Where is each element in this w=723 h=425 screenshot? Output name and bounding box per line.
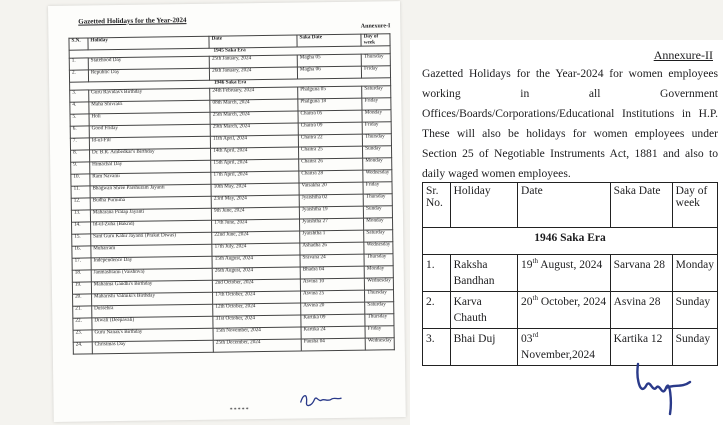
- row-date: 11th April, 2024: [211, 135, 299, 148]
- date-rest: November,2024: [521, 349, 595, 361]
- row-holiday: Statehood Day: [88, 56, 209, 70]
- row-date: 10th May, 2024: [211, 183, 299, 196]
- row-saka: Jyaishtha 19: [299, 206, 363, 219]
- row-sn: 21.: [73, 306, 92, 318]
- row-sn: 18.: [72, 270, 91, 282]
- row-saka: Bhadra 04: [300, 266, 364, 279]
- row-holiday: Diwali (Deepavali): [92, 316, 213, 330]
- date-suffix: rd: [532, 331, 539, 340]
- era-label: 1946 Saka Era: [70, 78, 391, 90]
- row-saka: Pausha 04: [301, 338, 365, 351]
- row-date: 12th October, 2024: [213, 303, 301, 316]
- row-day: Thursday: [364, 254, 393, 266]
- row-holiday: Raksha Bandhan: [450, 255, 517, 292]
- row-sn: 1.: [423, 255, 451, 292]
- row-date: 17th April, 2024: [211, 171, 299, 184]
- row-holiday: Dr. B.R. Ambedkar's Birthday: [89, 148, 210, 162]
- row-date: [518, 292, 611, 329]
- row-sn: 15.: [72, 234, 91, 246]
- row-sn: 10.: [71, 174, 90, 186]
- row-holiday: Maharana Pratap Jayanti: [90, 208, 211, 222]
- row-saka: Asvina 28: [610, 292, 672, 329]
- row-date: 15th August, 2024: [212, 255, 300, 268]
- row-date: 15th November, 2024: [213, 327, 301, 340]
- annexure-1-page: [48, 1, 406, 422]
- row-holiday: Janmashtami (Vaishnva): [91, 268, 212, 282]
- row-holiday: Guru Ravidas's Birthday: [89, 88, 210, 102]
- row-saka: Jyaishtha 02: [299, 194, 363, 207]
- row-holiday: Id-ul-Fitr: [89, 136, 210, 150]
- row-sn: 22.: [73, 318, 92, 330]
- annexure-2-paragraph: Gazetted Holidays for the Year-2024 for women employees working in all Government Offices/Boards/Corporations/Educational Institutions in H.P. These will also be holidays for women employees under Section 25 of Negotiable Instruments Act, 1881 and also to daily waged women employees.: [422, 67, 718, 180]
- row-day: Monday: [364, 266, 393, 278]
- date-suffix: th: [532, 294, 538, 303]
- row-sn: 3.: [70, 90, 89, 102]
- table-header-row: [423, 183, 718, 228]
- date-day: 03: [521, 333, 533, 345]
- row-date: 22nd June, 2024: [212, 231, 300, 244]
- row-day: Thursday: [365, 290, 394, 302]
- row-date: 26th August, 2024: [212, 267, 300, 280]
- row-holiday: Good Friday: [89, 124, 210, 138]
- row-day: Thursday: [363, 194, 392, 206]
- row-day: Saturday: [362, 86, 391, 98]
- annexure-1-table: [68, 33, 394, 355]
- header-holiday: Holiday: [450, 183, 517, 228]
- row-saka: Phalguna 18: [298, 98, 362, 111]
- row-saka: Jyaishtha 27: [299, 218, 363, 231]
- annexure-2-table: [422, 182, 718, 366]
- row-holiday: Bhagwan Shree Parshuram Jayanti: [90, 184, 211, 198]
- row-date: 08th March, 2024: [210, 99, 298, 112]
- row-date: [518, 329, 611, 366]
- header-date: Date: [209, 35, 297, 48]
- row-saka: Phalguna 05: [298, 86, 362, 99]
- row-sn: 9.: [71, 162, 90, 174]
- row-sn: 14.: [72, 222, 91, 234]
- row-date: 25th January, 2024: [209, 55, 297, 68]
- row-day: Saturday: [364, 230, 393, 242]
- row-saka: Asvina 10: [300, 278, 364, 291]
- row-saka: Chaitra 26: [299, 158, 363, 171]
- row-sn: 5.: [70, 114, 89, 126]
- row-sn: 4.: [70, 102, 89, 114]
- row-day: Saturday: [365, 302, 394, 314]
- row-holiday: Maha Shivratri: [89, 100, 210, 114]
- row-day: Friday: [365, 326, 394, 338]
- annexure-1-body: [69, 46, 394, 354]
- row-holiday: Bhai Duj: [450, 329, 517, 366]
- row-holiday: Budha Purnima: [90, 196, 211, 210]
- date-rest: August, 2024: [537, 259, 603, 271]
- row-date: [518, 255, 611, 292]
- row-holiday: Guru Nanak's Birthday: [92, 328, 213, 342]
- era-label: 1945 Saka Era: [69, 46, 390, 58]
- row-sn: 19.: [72, 282, 91, 294]
- row-sn: 16.: [72, 246, 91, 258]
- row-day: Wednesday: [365, 278, 394, 290]
- header-day: Day of week: [361, 34, 390, 47]
- row-date: 25th December, 2024: [213, 339, 301, 352]
- row-saka: Kartika 09: [301, 314, 365, 327]
- row-day: Monday: [364, 218, 393, 230]
- row-day: Sunday: [363, 146, 392, 158]
- row-day: Thursday: [365, 314, 394, 326]
- row-saka: Sarvana 28: [610, 255, 672, 292]
- row-date: 25th March, 2024: [210, 111, 298, 124]
- row-day: Thursday: [361, 54, 390, 66]
- row-saka: Ashadha 26: [300, 242, 364, 255]
- footer-mark: *****: [229, 407, 250, 414]
- annexure-2-label: Annexure-II: [653, 48, 713, 62]
- row-holiday: Himachal Day: [90, 160, 211, 174]
- row-date: 17th June, 2024: [212, 219, 300, 232]
- table-row: [423, 292, 718, 329]
- signature-icon: [297, 390, 343, 411]
- row-day: Sunday: [672, 292, 717, 329]
- row-date: 24th February, 2024: [210, 87, 298, 100]
- row-holiday: Sant Guru Kabir Jayanti (Prakat Diwas): [91, 232, 212, 246]
- header-day-of-week: Day of week: [672, 183, 717, 228]
- row-holiday: Muharram: [91, 244, 212, 258]
- row-day: Sunday: [672, 329, 717, 366]
- header-saka-date: Saka Date: [610, 183, 672, 228]
- row-date: 15th April, 2024: [211, 159, 299, 172]
- row-sn: 12.: [71, 198, 90, 210]
- annexure-1-label: Annexure-I: [360, 23, 391, 30]
- table-row: [423, 255, 718, 292]
- row-saka: Kartika 24: [301, 326, 365, 339]
- row-sn: 23.: [73, 330, 92, 342]
- row-day: Friday: [362, 122, 391, 134]
- row-sn: 17.: [72, 258, 91, 270]
- row-saka: Magha 06: [297, 66, 361, 79]
- row-date: 9th June, 2024: [212, 207, 300, 220]
- row-holiday: Holi: [89, 112, 210, 126]
- date-day: 20: [521, 296, 533, 308]
- row-sn: 6.: [70, 126, 89, 138]
- header-date: Date: [518, 183, 611, 228]
- row-day: Friday: [362, 66, 391, 78]
- row-holiday: Independence Day: [91, 256, 212, 270]
- row-saka: Magha 05: [297, 54, 361, 67]
- row-holiday: Id-ul-Zuha (Bakrid): [90, 220, 211, 234]
- row-day: Wednesday: [365, 338, 394, 350]
- signature-icon: [630, 358, 700, 418]
- row-day: Friday: [363, 182, 392, 194]
- row-sn: 2.: [69, 70, 88, 82]
- row-sn: 8.: [71, 150, 90, 162]
- row-saka: Chaitra 28: [299, 170, 363, 183]
- era-row: [423, 228, 718, 255]
- row-saka: Chaitra 22: [298, 134, 362, 147]
- date-rest: October, 2024: [537, 296, 607, 308]
- row-holiday: Ram Navami: [90, 172, 211, 186]
- date-suffix: th: [532, 257, 538, 266]
- row-sn: 2.: [423, 292, 451, 329]
- row-holiday: Republic Day: [88, 68, 209, 82]
- row-holiday: Christmas Day: [92, 340, 213, 354]
- row-saka: Kartika 12: [610, 329, 672, 366]
- row-sn: 3.: [423, 329, 451, 366]
- era-label: 1946 Saka Era: [423, 228, 718, 255]
- row-day: Thursday: [363, 134, 392, 146]
- table-row: [73, 338, 394, 354]
- header-saka: Saka Date: [297, 34, 361, 47]
- row-saka: Asvina 25: [300, 290, 364, 303]
- row-saka: Sravana 24: [300, 254, 364, 267]
- row-holiday: Karva Chauth: [450, 292, 517, 329]
- row-day: Monday: [362, 110, 391, 122]
- row-date: 14th April, 2024: [211, 147, 299, 160]
- row-sn: 20.: [73, 294, 92, 306]
- row-day: Friday: [362, 98, 391, 110]
- row-sn: 7.: [70, 138, 89, 150]
- row-day: Wednesday: [364, 242, 393, 254]
- row-holiday: Dussehra: [92, 304, 213, 318]
- row-holiday: Mahatma Gandhi's Birthday: [91, 280, 212, 294]
- row-sn: 11.: [71, 186, 90, 198]
- row-date: 17th October, 2024: [213, 291, 301, 304]
- row-date: 23rd May, 2024: [211, 195, 299, 208]
- row-date: 26th January, 2024: [210, 67, 298, 80]
- row-saka: Chaitra 09: [298, 122, 362, 135]
- row-saka: Chaitra 25: [298, 146, 362, 159]
- row-date: 31st October, 2024: [213, 315, 301, 328]
- header-sr-no: Sr. No.: [423, 183, 451, 228]
- row-date: 2nd October, 2024: [213, 279, 301, 292]
- date-day: 19: [521, 259, 533, 271]
- row-day: Monday: [363, 158, 392, 170]
- header-sn: S.N.: [69, 38, 88, 50]
- row-saka: Vaisakha 20: [299, 182, 363, 195]
- row-sn: 1.: [69, 58, 88, 70]
- row-day: Wednesday: [363, 170, 392, 182]
- row-saka: Asvina 20: [301, 302, 365, 315]
- row-date: 29th March, 2024: [210, 123, 298, 136]
- row-saka: Chaitra 05: [298, 110, 362, 123]
- row-saka: Jyaishtha 1: [300, 230, 364, 243]
- header-holiday: Holiday: [88, 36, 209, 50]
- row-sn: 13.: [71, 210, 90, 222]
- annexure-1-title: Gazetted Holidays for the Year-2024: [78, 16, 187, 26]
- row-day: Monday: [672, 255, 717, 292]
- row-holiday: Maharishi Valmiki's Birthday: [91, 292, 212, 306]
- row-sn: 24.: [73, 342, 92, 354]
- annexure-2-page: [410, 40, 723, 425]
- row-date: 17th July, 2024: [212, 243, 300, 256]
- row-day: Sunday: [364, 206, 393, 218]
